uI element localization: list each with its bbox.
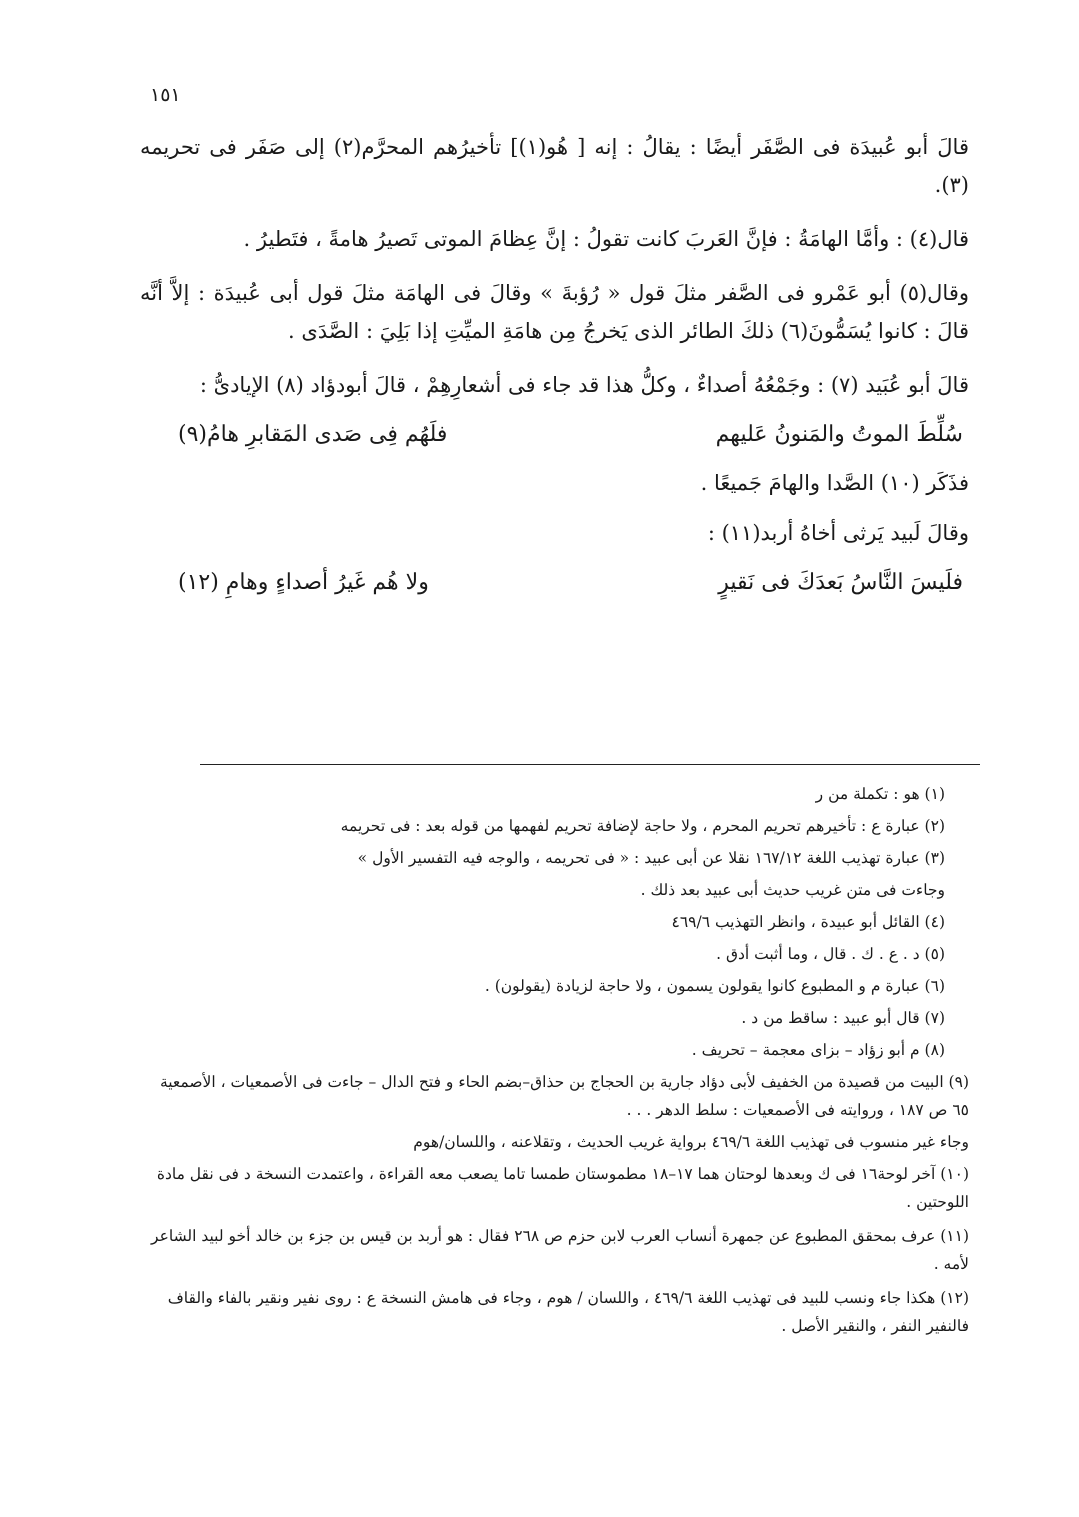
footnote-3: (٣) عبارة تهذيب اللغة ١٦٧/١٢ نقلا عن أبى عبيد : « فى تحريمه ، والوجه فيه التفسير الأول »	[357, 849, 945, 867]
footnotes	[140, 780, 969, 1344]
footnote-1: (١) هو : تكملة من ر	[815, 785, 945, 803]
footnote-11: (١١) عرف بمحقق المطبوع عن جمهرة أنساب العرب لابن حزم ص ٢٦٨ فقال : هو أربد بن قيس بن جزء بن خالد أخو لبيد الشاعر لأمه .	[151, 1227, 969, 1273]
footnote-12: (١٢) هكذا جاء ونسب للبيد فى تهذيب اللغة ٤٦٩/٦ ، واللسان / هوم ، وجاء فى هامش النسخة ع : روى نفير ونقير بالفاء والقاف فالنفير النفر ، والنقير الأصل .	[167, 1289, 969, 1335]
line-after-verse-1: فذَكَر (١٠) الصَّدا والهامَ جَميعًا .	[700, 471, 969, 495]
main-text	[140, 128, 969, 612]
footnote-2: (٢) عبارة ع : تأخيرهم تحريم المحرم ، ولا حاجة لإضافة تحريم لفهمها من قوله بعد : فى تحريمه	[340, 817, 945, 835]
paragraph-2: قال(٤) : وأمَّا الهامَةُ : فإنَّ العَربَ كانت تقولُ : إنَّ عِظامَ الموتى تَصيرُ هامةً ، فتَطيرُ .	[243, 227, 969, 251]
line-intro-verse-2: وقالَ لَبيد يَرثى أخاهُ أربد(١١) :	[707, 521, 969, 545]
verse-1-first-hemistich: سُلِّطَ الموتُ والمَنونُ عَليهم	[715, 422, 963, 447]
paragraph-1: قالَ أبو عُبيدَة فى الصَّفَر أيضًا : يقالُ : إنه [ هُو(١)] تأخيرُهم المحرَّم(٢) إلى صَفَر فى تحريمه (٣).	[140, 135, 969, 197]
verse-2-second-hemistich: ولا هُم غَيرُ أصداءٍ وهامِ (١٢)	[178, 570, 429, 595]
footnote-9: (٩) البيت من قصيدة من الخفيف لأبى دؤاد جارية بن الحجاج بن حذاق–بضم الحاء و فتح الدال – جاءت فى الأصمعيات ، الأصمعية ٦٥ ص ١٨٧ ، وروايته فى الأصمعيات : سلط الدهر . . .	[159, 1073, 969, 1119]
verse-1-second-hemistich: فلَهُم فِى صَدى المَقابرِ هامُ(٩)	[178, 422, 448, 447]
footnote-separator	[200, 764, 980, 765]
footnote-3-continued: وجاءت فى متن غريب حديث أبى عبيد بعد ذلك .	[640, 881, 945, 899]
page-number: ١٥١	[150, 84, 181, 106]
footnote-8: (٨) م أبو زؤاد – بزاى معجمة – تحريف .	[691, 1041, 945, 1059]
paragraph-4: قالَ أبو عُبَيد (٧) : وجَمْعُهُ أصداءٌ ، وكلُّ هذا قد جاء فى أشعارِهِمْ ، قالَ أبودؤاد (٨) الإيادىُّ :	[199, 373, 969, 397]
footnote-10: (١٠) آخر لوحة١٦ فى ك وبعدها لوحتان هما ١٧–١٨ مطموستان طمسا تاما يصعب معه القراءة ، واعتمدت النسخة د فى نقل مادة اللوحتين .	[156, 1165, 969, 1211]
verse-2	[140, 564, 969, 602]
verse-1	[140, 416, 969, 454]
verse-2-first-hemistich: فلَيسَ النَّاسُ بَعدَكَ فى نَقيرٍ	[718, 570, 963, 595]
footnote-5: (٥) د . ع . ك . قال ، وما أثبت أدق .	[716, 945, 945, 963]
footnote-9-continued: وجاء غير منسوب فى تهذيب اللغة ٤٦٩/٦ برواية غريب الحديث ، وتقلاعنه ، واللسان/هوم	[413, 1133, 969, 1151]
paragraph-3: وقال(٥) أبو عَمْرو فى الصَّفر مثلَ قول « رُؤبةَ » وقالَ فى الهامَة مثلَ قول أبى عُبيدَة : إلاَّ أنَّه قالَ : كانوا يُسَمُّونَ(٦) ذلكَ الطائر الذى يَخرجُ مِن هامَةِ الميِّتِ إذا بَلِيَ : الصَّدَى .	[140, 281, 969, 343]
footnote-6: (٦) عبارة م و المطبوع كانوا يقولون يسمون ، ولا حاجة لزيادة (يقولون) .	[484, 977, 945, 995]
footnote-7: (٧) قال أبو عبيد : ساقط من د .	[741, 1009, 945, 1027]
footnote-4: (٤) القائل أبو عبيدة ، وانظر التهذيب ٤٦٩/٦	[671, 913, 945, 931]
